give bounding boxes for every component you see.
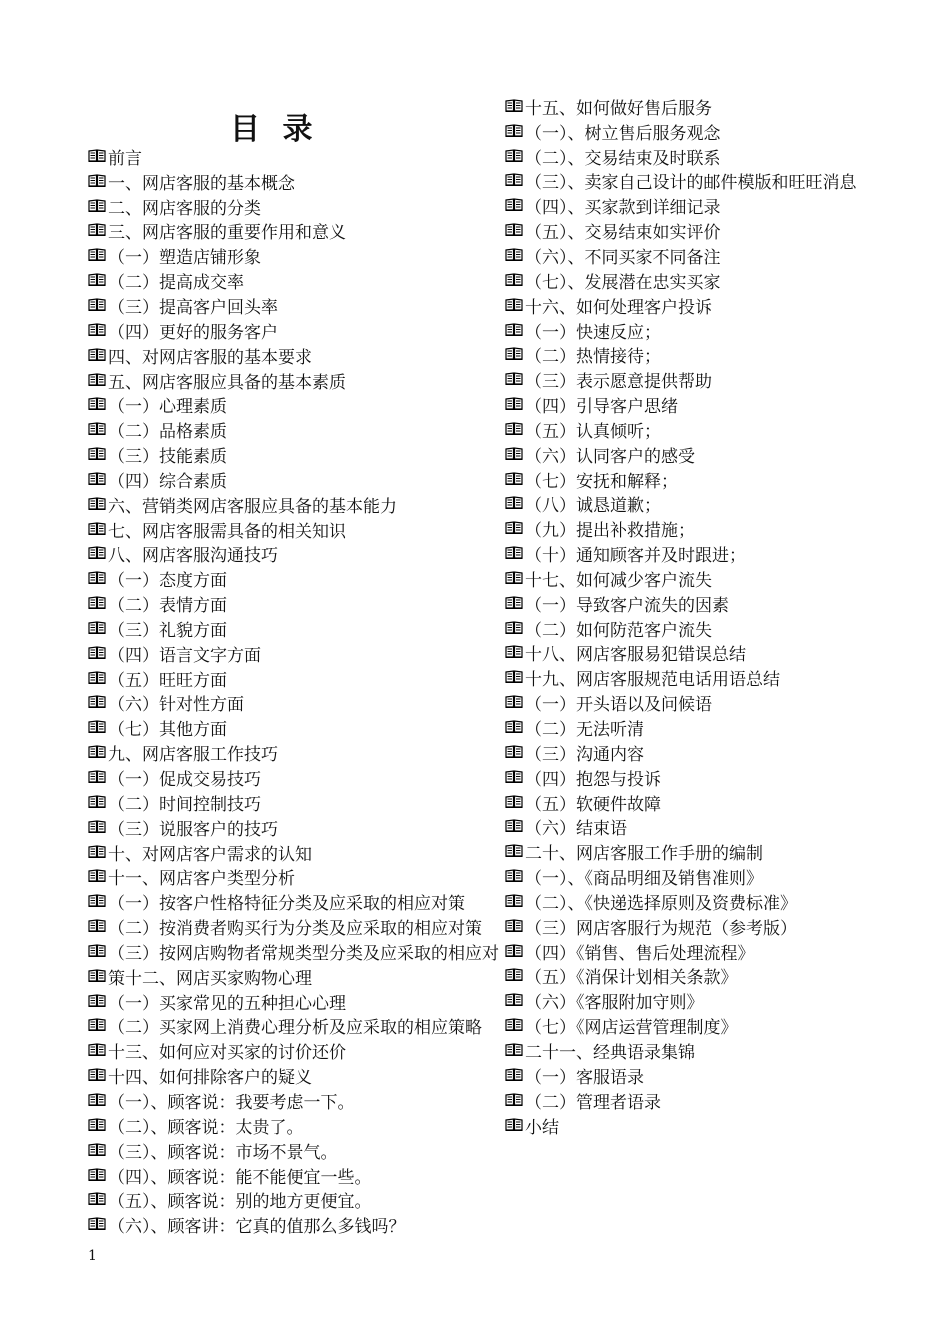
book-icon — [505, 668, 523, 681]
book-icon — [505, 470, 523, 483]
toc-entry[interactable] — [505, 516, 945, 541]
toc-entry[interactable] — [505, 1113, 945, 1138]
book-icon — [88, 371, 106, 384]
toc-entry-label: 十四、如何排除客户的疑义 — [108, 1068, 312, 1089]
toc-entry[interactable] — [88, 442, 508, 467]
book-icon — [88, 1215, 106, 1228]
toc-entry[interactable] — [88, 368, 508, 393]
toc-entry-label: （三）说服客户的技巧 — [108, 819, 278, 840]
toc-entry-label: 十、对网店客户需求的认知 — [108, 844, 312, 865]
toc-entry-label: （三）、卖家自己设计的邮件模版和旺旺消息 — [525, 173, 857, 194]
book-icon — [88, 296, 106, 309]
toc-entry-label: （二）时间控制技巧 — [108, 794, 261, 815]
toc-entry[interactable] — [505, 641, 945, 666]
toc-entry-label: 十九、网店客服规范电话用语总结 — [525, 670, 780, 691]
book-icon — [88, 594, 106, 607]
book-icon — [505, 966, 523, 979]
toc-entry[interactable] — [88, 343, 508, 368]
toc-entry[interactable] — [88, 219, 508, 244]
book-icon — [88, 718, 106, 731]
book-icon — [505, 917, 523, 930]
toc-entry[interactable] — [505, 467, 945, 492]
toc-entry[interactable] — [505, 889, 945, 914]
toc-entry-label: （三）礼貌方面 — [108, 620, 227, 641]
book-icon — [88, 1190, 106, 1203]
toc-entry[interactable] — [88, 417, 508, 442]
book-icon — [505, 271, 523, 284]
toc-entry[interactable] — [88, 914, 508, 939]
toc-entry-label: （二）如何防范客户流失 — [525, 620, 712, 641]
book-icon — [88, 693, 106, 706]
book-icon — [505, 817, 523, 830]
toc-entry-label: （三）按网店购物者常规类型分类及应采取的相应对 — [108, 943, 499, 964]
book-icon — [505, 942, 523, 955]
book-icon — [505, 147, 523, 160]
toc-entry-label: （一）导致客户流失的因素 — [525, 595, 729, 616]
toc-entry[interactable] — [88, 169, 508, 194]
toc-entry-label: 前言 — [108, 148, 142, 169]
toc-entry[interactable] — [505, 864, 945, 889]
toc-entry[interactable] — [505, 318, 945, 343]
toc-entry[interactable] — [505, 566, 945, 591]
toc-entry[interactable] — [88, 268, 508, 293]
toc-entry[interactable] — [88, 1187, 508, 1212]
toc-entry-label: 小结 — [525, 1117, 559, 1138]
toc-entry-label: （二）、交易结束及时联系 — [525, 148, 721, 169]
book-icon — [505, 743, 523, 756]
toc-entry[interactable] — [88, 1138, 508, 1163]
toc-entry[interactable] — [88, 1038, 508, 1063]
toc-entry-label: 二、网店客服的分类 — [108, 198, 261, 219]
book-icon — [88, 992, 106, 1005]
book-icon — [88, 1141, 106, 1154]
book-icon — [88, 246, 106, 259]
book-icon — [505, 1116, 523, 1129]
toc-entry-label: （二）、顾客说：太贵了。 — [108, 1117, 304, 1138]
book-icon — [505, 221, 523, 234]
toc-entry[interactable] — [88, 492, 508, 517]
book-icon — [88, 619, 106, 632]
toc-entry-label: 十八、网店客服易犯错误总结 — [525, 645, 746, 666]
book-icon — [505, 991, 523, 1004]
book-icon — [505, 544, 523, 557]
toc-entry-label: （七）安抚和解释； — [525, 471, 678, 492]
toc-entry-label: （八）诚恳道歉； — [525, 496, 661, 517]
toc-entry[interactable] — [505, 492, 945, 517]
toc-entry[interactable] — [505, 939, 945, 964]
book-icon — [505, 793, 523, 806]
book-icon — [88, 942, 106, 955]
toc-entry-label: （一）态度方面 — [108, 571, 227, 592]
book-icon — [505, 445, 523, 458]
toc-entry-label: （七）、发展潜在忠实买家 — [525, 272, 721, 293]
toc-entry-label: （三）、顾客说：市场不景气。 — [108, 1142, 338, 1163]
toc-entry[interactable] — [88, 641, 508, 666]
book-icon — [505, 718, 523, 731]
toc-entry-label: （一）促成交易技巧 — [108, 770, 261, 791]
toc-entry[interactable] — [505, 342, 945, 367]
toc-entry[interactable] — [88, 715, 508, 740]
toc-entry-label: （三）技能素质 — [108, 447, 227, 468]
toc-entry[interactable] — [88, 964, 508, 989]
book-icon — [88, 1066, 106, 1079]
toc-entry-label: （六）、顾客讲：它真的值那么多钱吗？ — [108, 1217, 406, 1238]
toc-entry-label: （一）客服语录 — [525, 1067, 644, 1088]
book-icon — [505, 345, 523, 358]
book-icon — [505, 246, 523, 259]
toc-entry-label: （二）管理者语录 — [525, 1092, 661, 1113]
toc-entry-label: （六）针对性方面 — [108, 695, 244, 716]
book-icon — [88, 147, 106, 160]
toc-entry-label: 七、网店客服需具备的相关知识 — [108, 521, 346, 542]
toc-entry[interactable] — [88, 1212, 508, 1237]
toc-entry[interactable] — [88, 666, 508, 691]
book-icon — [505, 196, 523, 209]
book-icon — [88, 520, 106, 533]
toc-entry-label: （四）、买家款到详细记录 — [525, 198, 721, 219]
toc-entry[interactable] — [505, 1038, 945, 1063]
toc-entry[interactable] — [88, 740, 508, 765]
book-icon — [88, 768, 106, 781]
toc-entry[interactable] — [505, 914, 945, 939]
toc-entry-label: 二十一、经典语录集锦 — [525, 1042, 695, 1063]
toc-entry-label: （一）快速反应； — [525, 322, 661, 343]
toc-entry[interactable] — [505, 814, 945, 839]
book-icon — [505, 892, 523, 905]
toc-entry[interactable] — [505, 367, 945, 392]
toc-entry-label: （七）《网店运营管理制度》 — [525, 1018, 738, 1039]
book-icon — [88, 271, 106, 284]
toc-entry[interactable] — [505, 417, 945, 442]
book-icon — [88, 1016, 106, 1029]
book-icon — [88, 470, 106, 483]
toc-entry-label: 十五、如何做好售后服务 — [525, 98, 712, 119]
toc-entry[interactable] — [88, 1088, 508, 1113]
book-icon — [505, 1091, 523, 1104]
toc-entry-label: （九）提出补救措施； — [525, 521, 695, 542]
toc-entry-label: （四）更好的服务客户 — [108, 322, 278, 343]
toc-entry[interactable] — [505, 690, 945, 715]
toc-entry[interactable] — [505, 541, 945, 566]
book-icon — [88, 1091, 106, 1104]
toc-entry[interactable] — [505, 1063, 945, 1088]
toc-entry[interactable] — [505, 1088, 945, 1113]
book-icon — [505, 1041, 523, 1054]
book-icon — [88, 569, 106, 582]
toc-entry-label: 三、网店客服的重要作用和意义 — [108, 223, 346, 244]
book-icon — [505, 693, 523, 706]
book-icon — [505, 842, 523, 855]
toc-entry-label: （五）、交易结束如实评价 — [525, 223, 721, 244]
toc-entry[interactable] — [88, 864, 508, 889]
toc-entry-label: （一）买家常见的五种担心心理 — [108, 993, 346, 1014]
book-icon — [88, 1041, 106, 1054]
toc-entry-label: 十七、如何减少客户流失 — [525, 570, 712, 591]
toc-entry-label: （一）、顾客说：我要考虑一下。 — [108, 1092, 355, 1113]
toc-entry[interactable] — [505, 988, 945, 1013]
toc-entry[interactable] — [88, 1014, 508, 1039]
toc-entry[interactable] — [505, 765, 945, 790]
book-icon — [88, 495, 106, 508]
book-icon — [88, 544, 106, 557]
book-icon — [505, 97, 523, 110]
book-icon — [505, 569, 523, 582]
toc-entry-label: 九、网店客服工作技巧 — [108, 745, 278, 766]
book-icon — [88, 172, 106, 185]
toc-entry-label: （六）、不同买家不同备注 — [525, 247, 721, 268]
book-icon — [505, 296, 523, 309]
toc-entry[interactable] — [88, 318, 508, 343]
toc-right-column — [505, 94, 945, 1137]
toc-entry-label: （四）《销售、售后处理流程》 — [525, 943, 755, 964]
toc-entry-label: （四）抱怨与投诉 — [525, 769, 661, 790]
book-icon — [505, 768, 523, 781]
toc-entry-label: （四）综合素质 — [108, 471, 227, 492]
book-icon — [88, 1166, 106, 1179]
toc-entry[interactable] — [88, 243, 508, 268]
book-icon — [88, 1116, 106, 1129]
book-icon — [88, 867, 106, 880]
book-icon — [505, 321, 523, 334]
toc-entry[interactable] — [88, 840, 508, 865]
toc-entry[interactable] — [88, 1063, 508, 1088]
toc-entry-label: （二）无法听清 — [525, 720, 644, 741]
toc-entry[interactable] — [88, 591, 508, 616]
toc-entry-label: （一）、《商品明细及销售准则》 — [525, 869, 763, 890]
page-title: 目 录 — [230, 112, 319, 147]
toc-entry-label: （六）《客服附加守则》 — [525, 993, 704, 1014]
toc-entry[interactable] — [88, 194, 508, 219]
toc-entry[interactable] — [88, 1163, 508, 1188]
book-icon — [88, 346, 106, 359]
toc-left-column — [88, 144, 508, 1237]
toc-entry-label: （六）结束语 — [525, 819, 627, 840]
toc-entry[interactable] — [505, 268, 945, 293]
toc-entry-label: （二）品格素质 — [108, 422, 227, 443]
toc-entry-label: 八、网店客服沟通技巧 — [108, 546, 278, 567]
toc-entry-label: 十一、网店客户类型分析 — [108, 869, 295, 890]
book-icon — [505, 420, 523, 433]
book-icon — [88, 917, 106, 930]
book-icon — [505, 122, 523, 135]
book-icon — [505, 1066, 523, 1079]
toc-entry[interactable] — [505, 790, 945, 815]
book-icon — [88, 669, 106, 682]
toc-entry-label: （一）按客户性格特征分类及应采取的相应对策 — [108, 894, 465, 915]
toc-entry-label: （二）热情接待； — [525, 347, 661, 368]
toc-entry[interactable] — [88, 765, 508, 790]
toc-entry[interactable] — [88, 467, 508, 492]
toc-entry[interactable] — [88, 616, 508, 641]
book-icon — [505, 370, 523, 383]
book-icon — [88, 395, 106, 408]
toc-entry[interactable] — [505, 616, 945, 641]
toc-entry[interactable] — [88, 939, 508, 964]
toc-entry[interactable] — [505, 839, 945, 864]
book-icon — [88, 445, 106, 458]
toc-entry-label: （二）提高成交率 — [108, 273, 244, 294]
toc-entry-label: （五）认真倾听； — [525, 421, 661, 442]
toc-entry[interactable] — [88, 989, 508, 1014]
toc-entry[interactable] — [505, 243, 945, 268]
book-icon — [505, 519, 523, 532]
toc-entry[interactable] — [88, 517, 508, 542]
book-icon — [88, 818, 106, 831]
book-icon — [505, 643, 523, 656]
toc-entry-label: 十六、如何处理客户投诉 — [525, 297, 712, 318]
toc-entry-label: （五）、顾客说：别的地方更便宜。 — [108, 1192, 372, 1213]
toc-entry-label: （四）引导客户思绪 — [525, 397, 678, 418]
book-icon — [88, 793, 106, 806]
toc-entry-label: 策十二、网店买家购物心理 — [108, 968, 312, 989]
book-icon — [505, 1016, 523, 1029]
toc-entry[interactable] — [505, 740, 945, 765]
toc-entry[interactable] — [505, 119, 945, 144]
toc-entry[interactable] — [88, 293, 508, 318]
toc-entry[interactable] — [88, 889, 508, 914]
book-icon — [505, 494, 523, 507]
toc-entry-label: （三）网店客服行为规范（参考版） — [525, 918, 797, 939]
toc-entry-label: （二）按消费者购买行为分类及应采取的相应对策 — [108, 919, 482, 940]
toc-entry-label: （十）通知顾客并及时跟进； — [525, 546, 746, 567]
toc-entry[interactable] — [505, 591, 945, 616]
toc-entry-label: （七）其他方面 — [108, 720, 227, 741]
toc-entry-label: （五）旺旺方面 — [108, 670, 227, 691]
toc-entry[interactable] — [88, 392, 508, 417]
book-icon — [88, 892, 106, 905]
toc-entry[interactable] — [88, 144, 508, 169]
page-number: 1 — [88, 1248, 97, 1264]
toc-entry-label: 五、网店客服应具备的基本素质 — [108, 372, 346, 393]
toc-entry-label: （四）语言文字方面 — [108, 645, 261, 666]
toc-entry-label: （一）开头语以及问候语 — [525, 695, 712, 716]
toc-entry-label: （一）、树立售后服务观念 — [525, 123, 721, 144]
book-icon — [88, 743, 106, 756]
book-icon — [88, 843, 106, 856]
toc-entry-label: （六）认同客户的感受 — [525, 446, 695, 467]
book-icon — [88, 420, 106, 433]
toc-entry[interactable] — [505, 964, 945, 989]
toc-entry[interactable] — [88, 815, 508, 840]
toc-entry-label: （二）表情方面 — [108, 596, 227, 617]
toc-entry-label: （三）表示愿意提供帮助 — [525, 372, 712, 393]
book-icon — [505, 867, 523, 880]
toc-entry[interactable] — [505, 94, 945, 119]
toc-entry-label: （一）塑造店铺形象 — [108, 248, 261, 269]
toc-entry[interactable] — [505, 1013, 945, 1038]
book-icon — [88, 644, 106, 657]
toc-entry-label: （四）、顾客说：能不能便宜一些。 — [108, 1167, 372, 1188]
toc-entry-label: （三）提高客户回头率 — [108, 297, 278, 318]
toc-entry[interactable] — [88, 790, 508, 815]
toc-entry[interactable] — [505, 193, 945, 218]
toc-entry[interactable] — [505, 442, 945, 467]
book-icon — [88, 967, 106, 980]
toc-entry-label: （一）心理素质 — [108, 397, 227, 418]
toc-entry-label: 二十、网店客服工作手册的编制 — [525, 844, 763, 865]
toc-entry[interactable] — [88, 542, 508, 567]
toc-entry-label: （五）软硬件故障 — [525, 794, 661, 815]
toc-entry[interactable] — [88, 566, 508, 591]
toc-entry[interactable] — [505, 293, 945, 318]
book-icon — [505, 594, 523, 607]
toc-entry[interactable] — [505, 715, 945, 740]
toc-entry-label: （二）、《快递选择原则及资费标准》 — [525, 893, 797, 914]
toc-entry-label: 四、对网店客服的基本要求 — [108, 347, 312, 368]
book-icon — [88, 321, 106, 334]
toc-entry[interactable] — [505, 392, 945, 417]
book-icon — [505, 619, 523, 632]
toc-entry[interactable] — [505, 665, 945, 690]
book-icon — [505, 171, 523, 184]
toc-entry-label: 六、营销类网店客服应具备的基本能力 — [108, 496, 397, 517]
toc-entry-label: （五）《消保计划相关条款》 — [525, 968, 738, 989]
toc-entry[interactable] — [505, 169, 945, 194]
toc-entry-label: 一、网店客服的基本概念 — [108, 173, 295, 194]
book-icon — [88, 197, 106, 210]
toc-entry-label: 十三、如何应对买家的讨价还价 — [108, 1043, 346, 1064]
toc-entry-label: （三）沟通内容 — [525, 744, 644, 765]
book-icon — [88, 221, 106, 234]
book-icon — [505, 395, 523, 408]
toc-entry[interactable] — [88, 691, 508, 716]
toc-entry[interactable] — [505, 144, 945, 169]
toc-entry[interactable] — [88, 1113, 508, 1138]
toc-entry-label: （二）买家网上消费心理分析及应采取的相应策略 — [108, 1018, 482, 1039]
toc-entry[interactable] — [505, 218, 945, 243]
